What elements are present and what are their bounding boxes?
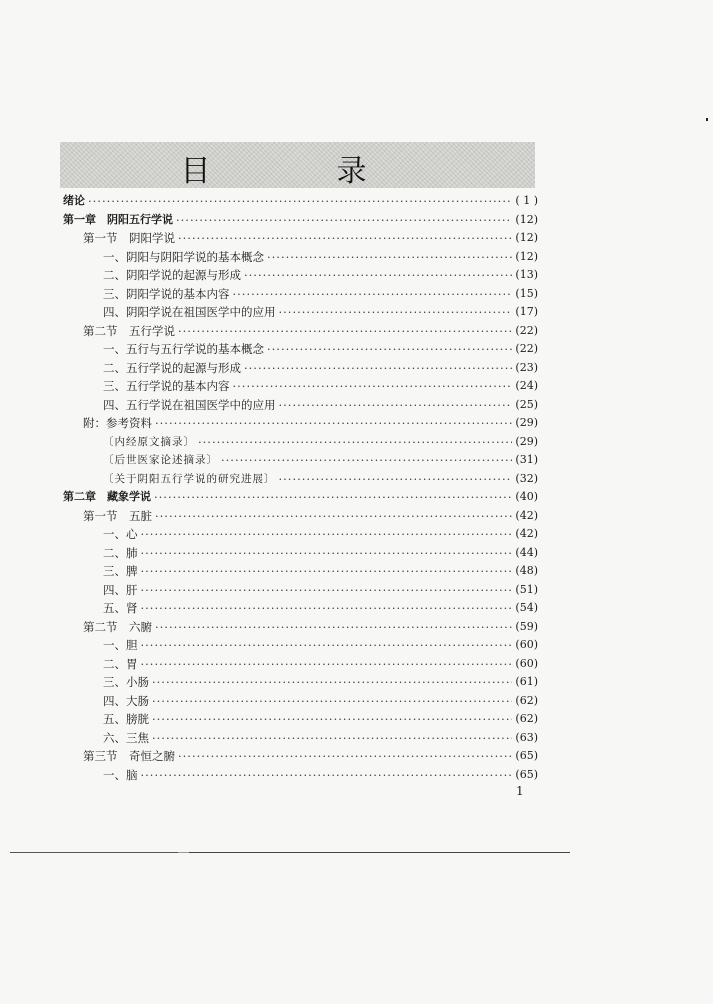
toc-leader-dots	[176, 211, 512, 229]
toc-entry	[63, 692, 538, 710]
toc-leader-dots	[279, 470, 513, 488]
toc-entry-page: (29)	[515, 434, 538, 448]
toc-entry	[63, 229, 538, 247]
toc-entry-label: 四、肝	[103, 582, 138, 597]
toc-entry-page: (12)	[515, 231, 538, 244]
toc-entry-label: 四、五行学说在祖国医学中的应用	[103, 397, 276, 412]
toc-leader-dots	[279, 396, 513, 414]
toc-entry-page: (22)	[515, 342, 538, 355]
toc-entry	[63, 192, 538, 210]
toc-leader-dots	[141, 562, 513, 580]
toc-entry	[63, 322, 538, 340]
toc-entry-page: (65)	[515, 749, 538, 762]
toc-entry-label: 三、脾	[103, 564, 138, 578]
toc-entry-page: (25)	[515, 397, 538, 411]
page-title: 目 录	[180, 154, 415, 189]
toc-entry-page: (31)	[515, 453, 538, 466]
toc-leader-dots	[244, 266, 512, 284]
toc-entry-page: (17)	[515, 305, 538, 318]
toc-entry-label: 〔后世医家论述摘录〕	[103, 454, 218, 466]
toc-entry	[63, 303, 538, 321]
toc-entry-page: (42)	[515, 527, 538, 540]
toc-entry	[63, 211, 538, 229]
toc-leader-dots	[178, 747, 512, 765]
toc-entry	[63, 340, 538, 358]
toc-leader-dots	[267, 340, 512, 358]
toc-entry-page: (59)	[515, 619, 538, 633]
toc-entry-label: 二、阴阳学说的起源与形成	[103, 268, 241, 282]
toc-leader-dots	[152, 673, 512, 691]
toc-leader-dots	[279, 303, 513, 321]
toc-entry-label: 〔内经原文摘录〕	[103, 435, 195, 448]
toc-entry-page: (51)	[515, 582, 538, 596]
toc-entry	[63, 285, 538, 303]
toc-entry-page: (42)	[515, 508, 538, 522]
title-band	[60, 142, 535, 188]
toc-leader-dots	[141, 655, 513, 673]
toc-entry	[63, 618, 538, 636]
toc-entry	[63, 729, 538, 747]
toc-entry-label: 一、阴阳与阴阳学说的基本概念	[103, 249, 264, 264]
toc-leader-dots	[233, 377, 513, 395]
toc-entry	[63, 451, 538, 469]
toc-leader-dots	[244, 359, 512, 377]
toc-leader-dots	[141, 581, 513, 599]
toc-leader-dots	[155, 414, 512, 432]
toc-entry-page: (12)	[515, 212, 538, 226]
toc-entry	[63, 766, 538, 784]
toc-entry-label: 一、胆	[103, 638, 138, 652]
toc-entry-label: 一、脑	[103, 767, 138, 782]
toc-entry	[63, 673, 538, 691]
scan-speck	[706, 118, 708, 121]
toc-entry-label: 二、胃	[103, 656, 138, 671]
toc-entry-page: (40)	[515, 490, 538, 503]
toc-entry-label: 第一节 五脏	[83, 508, 152, 523]
toc-entry-label: 六、三焦	[103, 730, 149, 745]
toc-entry	[63, 414, 538, 432]
toc-entry-label: 三、五行学说的基本内容	[103, 379, 230, 393]
toc-entry-page: (60)	[515, 656, 538, 670]
toc-entry	[63, 396, 538, 414]
toc-leader-dots	[233, 285, 513, 303]
toc-entry-label: 四、大肠	[103, 693, 149, 708]
toc-entry	[63, 655, 538, 673]
bottom-rule	[10, 852, 570, 853]
toc-entry-label: 五、膀胱	[103, 712, 149, 726]
toc-entry-label: 第一章 阴阳五行学说	[63, 212, 173, 226]
toc-entry	[63, 359, 538, 377]
toc-leader-dots	[155, 507, 512, 525]
toc-entry-page: (60)	[515, 638, 538, 651]
toc-entry	[63, 377, 538, 395]
toc-entry-page: (62)	[515, 693, 538, 707]
toc-entry-label: 一、心	[103, 527, 138, 541]
toc-leader-dots	[198, 433, 512, 451]
toc-leader-dots	[141, 636, 513, 654]
toc-entry	[63, 562, 538, 580]
toc-entry-label: 二、肺	[103, 545, 138, 560]
toc-entry-label: 第二章 藏象学说	[63, 490, 151, 503]
toc-leader-dots	[141, 599, 513, 617]
toc-leader-dots	[152, 710, 512, 728]
toc-entry-page: (54)	[515, 601, 538, 614]
toc-entry-page: (62)	[515, 712, 538, 725]
toc-entry	[63, 433, 538, 451]
toc-entry	[63, 470, 538, 488]
toc-entry	[63, 581, 538, 599]
toc-leader-dots	[154, 488, 512, 506]
toc-entry-label: 二、五行学说的起源与形成	[103, 360, 241, 375]
toc-leader-dots	[141, 525, 513, 543]
toc-entry	[63, 599, 538, 617]
toc-entry-page: (32)	[515, 471, 538, 485]
toc-entry	[63, 507, 538, 525]
toc-leader-dots	[178, 322, 512, 340]
toc-leader-dots	[155, 618, 512, 636]
toc-leader-dots	[141, 544, 513, 562]
toc-leader-dots	[88, 192, 512, 210]
toc-leader-dots	[152, 729, 512, 747]
toc-entry-page: (15)	[515, 286, 538, 300]
toc-entry-label: 第二节 六腑	[83, 619, 152, 634]
toc-entry-page: (23)	[515, 360, 538, 374]
toc-entry-page: (24)	[515, 379, 538, 392]
toc-entry-label: 附：参考资料	[83, 416, 152, 430]
toc-entry-label: 四、阴阳学说在祖国医学中的应用	[103, 305, 276, 319]
toc-entry-page: (61)	[515, 675, 538, 688]
toc-entry-page: (13)	[515, 268, 538, 281]
toc-entry-label: 第二节 五行学说	[83, 323, 175, 338]
toc-entry	[63, 248, 538, 266]
toc-entry-label: 第三节 奇恒之腑	[83, 749, 175, 763]
toc-entry-page: (65)	[515, 767, 538, 781]
toc-entry	[63, 636, 538, 654]
toc-entry	[63, 747, 538, 765]
toc-leader-dots	[178, 229, 512, 247]
toc-entry-label: 一、五行与五行学说的基本概念	[103, 342, 264, 356]
toc-entry-page: (22)	[515, 323, 538, 337]
toc-entry	[63, 266, 538, 284]
toc-entry-page: (48)	[515, 564, 538, 577]
toc-leader-dots	[267, 248, 512, 266]
toc-entry-page: ( 1 )	[515, 194, 538, 207]
toc-entry	[63, 544, 538, 562]
toc-entry-label: 五、肾	[103, 601, 138, 615]
toc-entry-page: (12)	[515, 249, 538, 263]
toc-entry-page: (44)	[515, 545, 538, 559]
toc-entry-label: 〔关于阴阳五行学说的研究进展〕	[103, 472, 276, 485]
toc-entry	[63, 710, 538, 728]
toc-entry	[63, 525, 538, 543]
toc-entry-label: 第一节 阴阳学说	[83, 231, 175, 245]
toc-entry-label: 绪论	[63, 194, 85, 207]
toc-entry-label: 三、阴阳学说的基本内容	[103, 286, 230, 301]
toc-entry	[63, 488, 538, 506]
toc-entry-page: (29)	[515, 416, 538, 429]
page-number: 1	[516, 784, 524, 798]
toc-leader-dots	[141, 766, 513, 784]
toc-entry-page: (63)	[515, 730, 538, 744]
toc-entry-label: 三、小肠	[103, 675, 149, 689]
toc-leader-dots	[152, 692, 512, 710]
toc-leader-dots	[221, 451, 512, 469]
